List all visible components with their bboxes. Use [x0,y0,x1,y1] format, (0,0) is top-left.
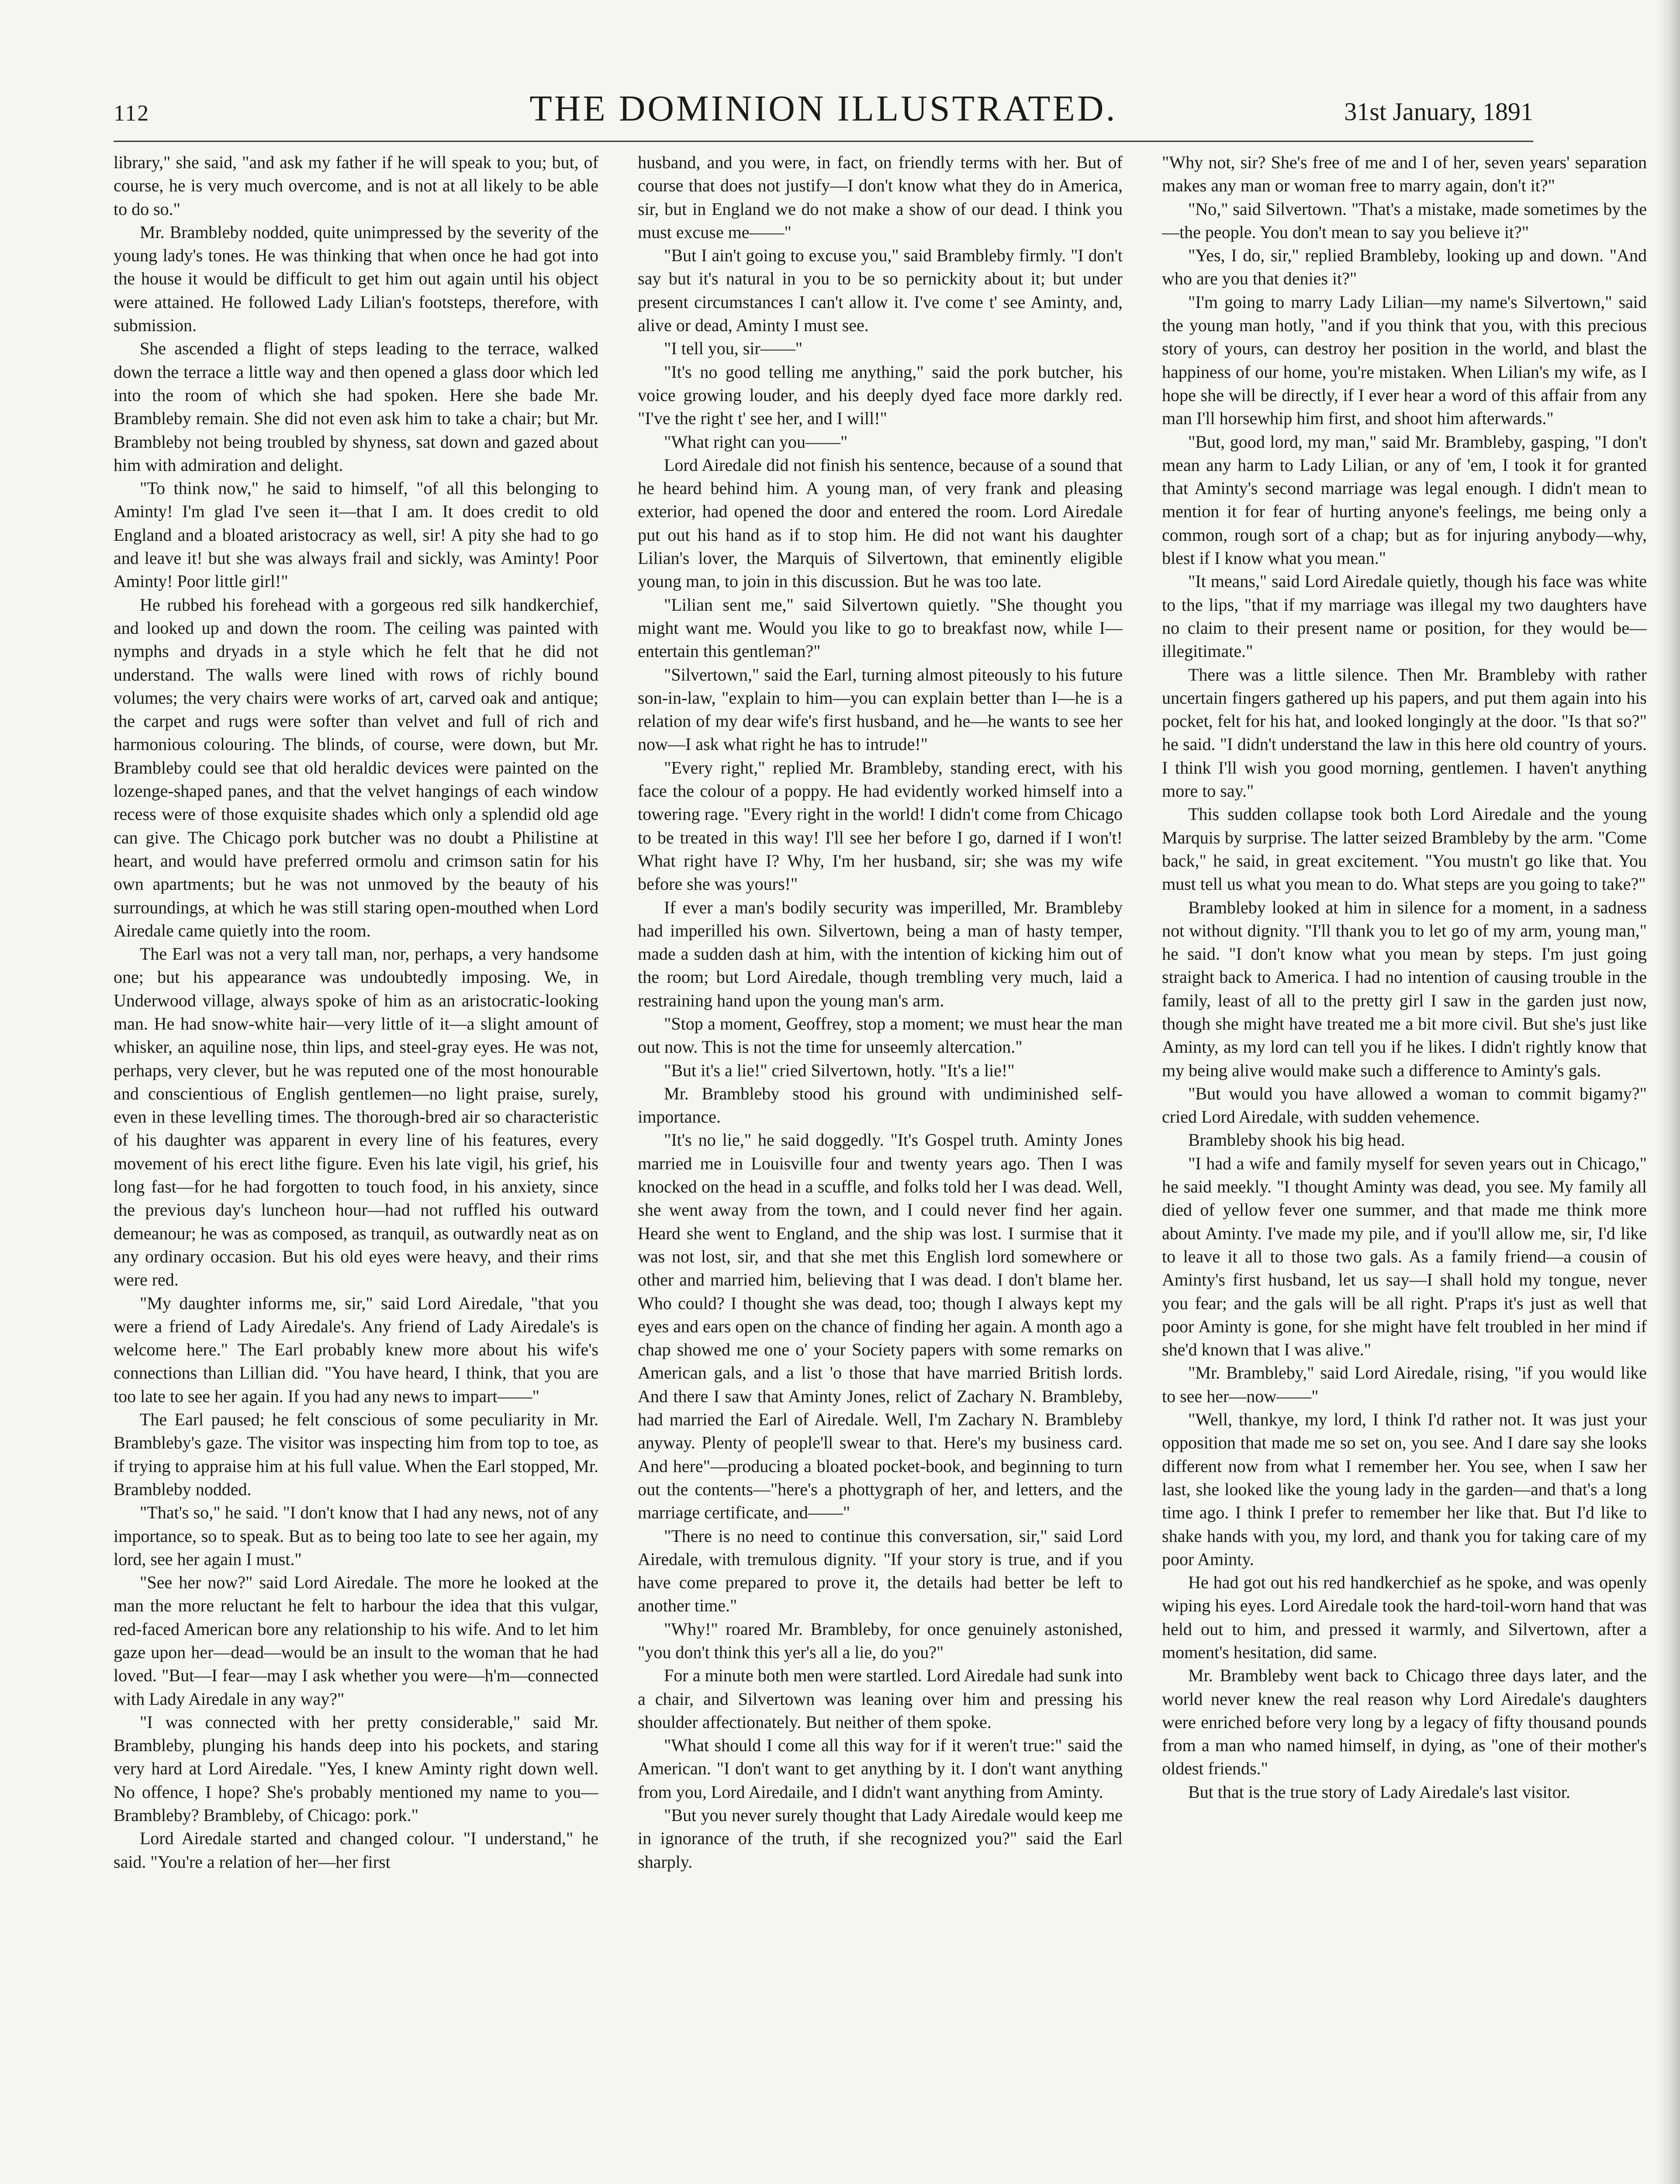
paragraph: Brambleby looked at him in silence for a moment, in a sadness not without dignity. "I'll thank you to let go of my arm, young man," he said. "I don't know what you mean by steps. I'm just going straight back to America. I had no intention of causing trouble in the family, least of all to the pretty girl I saw in the garden just now, though she might have treated me a bit more civil. But she's just like Aminty, as my lord can tell you if he likes. I didn't rightly know that my being alive would make such a difference to Aminty's gals. [1162,897,1647,1080]
paragraph: "Why not, sir? She's free of me and I of her, seven years' separation makes any man or woman free to marry again, don't it?" [1162,152,1647,196]
paragraph: For a minute both men were startled. Lord Airedale had sunk into a chair, and Silvertown was leaning over him and pressing his shoulder affectionately. But neither of them spoke. [638,1666,1123,1732]
paragraph: "Mr. Brambleby," said Lord Airedale, rising, "if you would like to see her—now——" [1162,1363,1647,1406]
paragraph: But that is the true story of Lady Airedale's last visitor. [1188,1782,1570,1802]
paragraph: "That's so," he said. "I don't know that I had any news, not of any importance, so to speak. But as to being too late to see her again, my lord, see her again I must." [114,1503,598,1569]
paragraph: Mr. Brambleby stood his ground with undiminished self-importance. [638,1083,1123,1127]
paragraph: "It means," said Lord Airedale quietly, though his face was white to the lips, "that if my marriage was illegal my two daughters have no claim to their present name or position, for they would be—illegitimate." [1162,571,1647,661]
paragraph: "To think now," he said to himself, "of all this belonging to Aminty! I'm glad I've seen it—that I am. It does credit to old England and a bloated aristocracy as well, sir! A pity she had to go and leave it! but she was always frail and sickly, was Aminty! Poor Aminty! Poor little girl!" [114,478,598,591]
paragraph: "I was connected with her pretty considerable," said Mr. Brambleby, plunging his hands deep into his pockets, and staring very hard at Lord Airedale. "Yes, I knew Aminty right down well. No offence, I hope? She's probably mentioned my name to you—Brambleby? Brambleby, of Chicago: pork." [114,1712,598,1825]
paragraph: "I'm going to marry Lady Lilian—my name's Silvertown," said the young man hotly, "and if you think that you, with this precious story of yours, can destroy her position in the world, and blast the happiness of our home, you're mistaken. When Lilian's my wife, as I hope she will be directly, if I ever hear a word of this affair from any man I'll horsewhip him first, and shoot him afterwards." [1162,292,1647,429]
paragraph: "But I ain't going to excuse you," said Brambleby firmly. "I don't say but it's natural in you to be so pernickity about it; but under present circumstances I can't allow it. I've come t' see Aminty, and, alive or dead, Aminty I must see. [638,245,1123,335]
paragraph: "But, good lord, my man," said Mr. Brambleby, gasping, "I don't mean any harm to Lady Lilian, or any of 'em, I took it for granted that Aminty's second marriage was legal enough. I didn't mean to mention it for fear of hurting anyone's feelings, me being only a common, rough sort of a chap; but as for injuring anybody—why, blest if I know what you mean." [1162,432,1647,568]
text-column-1 [114,151,598,2184]
page-header [114,87,1533,135]
paragraph: Lord Airedale started and changed colour. "I understand," he said. "You're a relation of her—her first [114,1828,598,1872]
paragraph: Mr. Brambleby nodded, quite unimpressed by the severity of the young lady's tones. He was thinking that when once he had got into the house it would be difficult to get him out again until his object were attained. He followed Lady Lilian's footsteps, therefore, with submission. [114,222,598,335]
page-edge-shadow [1656,0,1680,2184]
text-column-2 [638,151,1123,2184]
paragraph: "My daughter informs me, sir," said Lord Airedale, "that you were a friend of Lady Airedale's. Any friend of Lady Airedale's is welcome here." The Earl probably knew more about his wife's connections than Lillian did. "You have heard, I think, that you are too late to see her again. If you had any news to impart——" [114,1293,598,1406]
paragraph: "But would you have allowed a woman to commit bigamy?" cried Lord Airedale, with sudden vehemence. [1162,1083,1647,1127]
paragraph: The Earl paused; he felt conscious of some peculiarity in Mr. Brambleby's gaze. The visitor was inspecting him from top to toe, as if trying to appraise him at his full value. When the Earl stopped, Mr. Brambleby nodded. [114,1410,598,1499]
paragraph: "See her now?" said Lord Airedale. The more he looked at the man the more reluctant he felt to harbour the idea that this vulgar, red-faced American bore any relationship to his wife. And to let him gaze upon her—dead—would be an insult to the woman that he had loved. "But—I fear—may I ask whether you were—h'm—connected with Lady Airedale in any way?" [114,1572,598,1709]
paragraph: "Well, thankye, my lord, I think I'd rather not. It was just your opposition that made me so set on, you see. And I dare say she looks different now from what I remember her. You see, when I saw her last, she looked like the young lady in the garden—and that's a long time ago. I think I prefer to remember her like that. But I'd like to shake hands with you, my lord, and thank you for taking care of my poor Aminty. [1162,1410,1647,1569]
issue-date: 31st January, 1891 [1344,97,1533,126]
paragraph: "Silvertown," said the Earl, turning almost piteously to his future son-in-law, "explain to him—you can explain better than I—he is a relation of my dear wife's first husband, and he—he wants to see her now—I ask what right he has to intrude!" [638,664,1123,754]
paragraph: "It's no lie," he said doggedly. "It's Gospel truth. Aminty Jones married me in Louisville four and twenty years ago. Then I was knocked on the head in a scuffle, and folks told her I was dead. Well, she went away from the town, and I could never find her again. Heard she went to England, and the ship was lost. I surmise that it was not lost, sir, and that she met this English lord somewhere or other and married him, believing that I was dead. I don't blame her. Who could? I thought she was dead, too; though I always kept my eyes and ears open on the chance of finding her again. A month ago a chap showed me one o' your Society papers with some remarks on American gals, and a list 'o those that have married British lords. And there I saw that Aminty Jones, relict of Zachary N. Brambleby, had married the Earl of Airedale. Well, I'm Zachary N. Brambleby anyway. Plenty of people'll swear to that. Here's my business card. And here"—producing a bloated pocket-book, and beginning to turn out the contents—"here's a phottygraph of her, and letters, and the marriage certificate, and——" [638,1130,1123,1523]
paragraph: "I tell you, sir——" [664,339,803,359]
paragraph: He rubbed his forehead with a gorgeous red silk handkerchief, and looked up and down the room. The ceiling was painted with nymphs and dryads in a style which he felt that he did not understand. The walls were lined with rows of richly bound volumes; the very chairs were works of art, carved oak and antique; the carpet and rugs were softer than velvet and full of rich and harmonious colouring. The blinds, of course, were down, but Mr. Brambleby could see that old heraldic devices were painted on the lozenge-shaped panes, and that the velvet hangings of each window recess were of those exquisite shades which only a splendid old age can give. The Chicago pork butcher was no doubt a Philistine at heart, and would have preferred ormolu and crimson satin for his own apartments; but he was not unmoved by the beauty of his surroundings, at which he was still staring open-mouthed when Lord Airedale came quietly into the room. [114,594,598,940]
paragraph: She ascended a flight of steps leading to the terrace, walked down the terrace a little way and then opened a glass door which led into the room of which she had spoken. Here she bade Mr. Brambleby remain. She did not even ask him to take a chair; but Mr. Brambleby not being troubled by shyness, sat down and gazed about him with admiration and delight. [114,339,598,475]
paragraph: "No," said Silvertown. "That's a mistake, made sometimes by the—the people. You don't mean to say you believe it?" [1162,199,1647,242]
paragraph: He had got out his red handkerchief as he spoke, and was openly wiping his eyes. Lord Airedale took the hard-toil-worn hand that was held out to him, and pressed it warmly, and Silvertown, after a moment's hesitation, did same. [1162,1572,1647,1662]
paragraph: Mr. Brambleby went back to Chicago three days later, and the world never knew the real reason why Lord Airedale's daughters were enriched before very long by a legacy of fifty thousand pounds from a man who named himself, in dying, as "one of their mother's oldest friends." [1162,1666,1647,1779]
paragraph: "What right can you——" [664,432,848,452]
paragraph: "Every right," replied Mr. Brambleby, standing erect, with his face the colour of a poppy. He had evidently worked himself into a towering rage. "Every right in the world! I didn't come from Chicago to be treated in this way! I'll see her before I go, darned if I won't! What right have I? Why, I'm her husband, sir; she was my wife before she was yours!" [638,757,1123,894]
paragraph: library," she said, "and ask my father if he will speak to you; but, of course, he is very much overcome, and is not at all likely to be able to do so." [114,152,598,219]
text-column-3 [1162,151,1647,2184]
paragraph: Brambleby shook his big head. [1188,1130,1405,1150]
masthead-title: THE DOMINION ILLUSTRATED. [529,88,1117,129]
page-number: 112 [114,101,150,126]
paragraph: This sudden collapse took both Lord Airedale and the young Marquis by surprise. The latter seized Brambleby by the arm. "Come back," he said, in great excitement. "You mustn't go like that. You must tell us what you mean to do. What steps are you going to take?" [1162,804,1647,894]
paragraph: The Earl was not a very tall man, nor, perhaps, a very handsome one; but his appearance was undoubtedly imposing. We, in Underwood village, always spoke of him as an aristocratic-looking man. He had snow-white hair—very little of it—a slight amount of whisker, an aquiline nose, thin lips, and steel-gray eyes. He was not, perhaps, very clever, but he was reputed one of the most honourable and conscientious of English gentlemen—no light praise, surely, even in these levelling times. The thorough-bred air so characteristic of his daughter was apparent in every line of his features, every movement of his erect lithe figure. Even his late vigil, his grief, his long fast—for he had forgotten to touch food, in his anxiety, since the previous day's luncheon hour—had not ruffled his outward demeanour; he was as composed, as tranquil, as outwardly neat as on any ordinary occasion. But his old eyes were heavy, and their rims were red. [114,944,598,1290]
paragraph: If ever a man's bodily security was imperilled, Mr. Brambleby had imperilled his own. Silvertown, being a man of hasty temper, made a sudden dash at him, with the intention of kicking him out of the room; but Lord Airedale, though trembling very much, laid a restraining hand upon the young man's arm. [638,897,1123,1010]
paragraph: husband, and you were, in fact, on friendly terms with her. But of course that does not justify—I don't know what they do in America, sir, but in England we do not make a show of our dead. I think you must excuse me——" [638,152,1123,242]
paragraph: "But you never surely thought that Lady Airedale would keep me in ignorance of the truth, if she recognized you?" said the Earl sharply. [638,1805,1123,1872]
header-rule [114,141,1533,142]
paragraph: Lord Airedale did not finish his sentence, because of a sound that he heard behind him. A young man, of very frank and pleasing exterior, had opened the door and entered the room. Lord Airedale put out his hand as if to stop him. He did not want his daughter Lilian's lover, the Marquis of Silvertown, that eminently eligible young man, to join in this discussion. But he was too late. [638,455,1123,591]
paragraph: "Stop a moment, Geoffrey, stop a moment; we must hear the man out now. This is not the time for unseemly altercation." [638,1013,1123,1057]
paragraph: "But it's a lie!" cried Silvertown, hotly. "It's a lie!" [664,1060,1015,1080]
paragraph: "I had a wife and family myself for seven years out in Chicago," he said meekly. "I thought Aminty was dead, you see. My family all died of yellow fever one summer, and that made me think more about Aminty. I've made my pile, and if you'll allow me, sir, I'd like to leave it all to those two gals. As a family friend—a cousin of Aminty's first husband, let us say—I shall hold my tongue, never you fear; and the gals will be all right. P'raps it's just as well that poor Aminty is gone, for she might have felt troubled in her mind if she'd known that I was alive." [1162,1153,1647,1360]
paragraph: There was a little silence. Then Mr. Brambleby with rather uncertain fingers gathered up his papers, and put them again into his pocket, felt for his hat, and looked longingly at the door. "Is that so?" he said. "I didn't understand the law in this here old country of yours. I think I'll wish you good morning, gentlemen. I haven't anything more to say." [1162,664,1647,801]
paragraph: "Lilian sent me," said Silvertown quietly. "She thought you might want me. Would you like to go to breakfast now, while I—entertain this gentleman?" [638,594,1123,661]
paragraph: "It's no good telling me anything," said the pork butcher, his voice growing louder, and his deeply dyed face more darkly red. "I've the right t' see her, and I will!" [638,362,1123,429]
paragraph: "Yes, I do, sir," replied Brambleby, looking up and down. "And who are you that denies it?" [1162,245,1647,289]
paragraph: "What should I come all this way for if it weren't true:" said the American. "I don't want to get anything by it. I don't want anything from you, Lord Airedaile, and I didn't want anything from Aminty. [638,1735,1123,1802]
paragraph: "There is no need to continue this conversation, sir," said Lord Airedale, with tremulous dignity. "If your story is true, and if you have come prepared to prove it, the details had better be left to another time." [638,1526,1123,1616]
paragraph: "Why!" roared Mr. Brambleby, for once genuinely astonished, "you don't think this yer's all a lie, do you?" [638,1619,1123,1662]
